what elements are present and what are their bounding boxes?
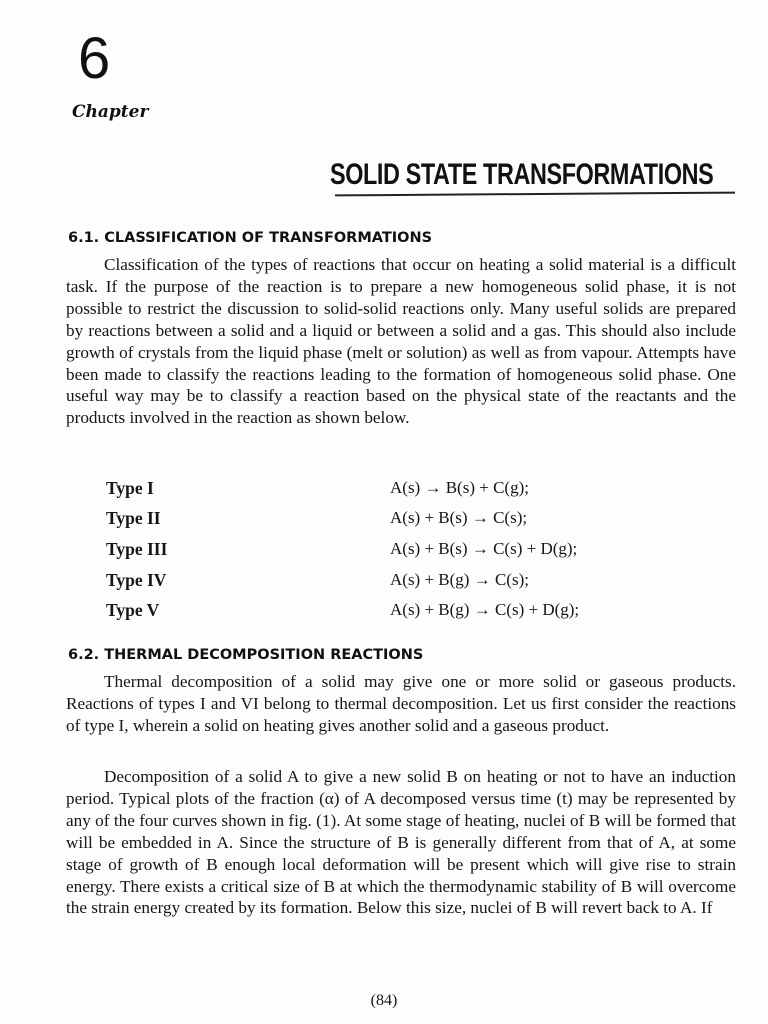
reaction-type-row	[106, 539, 666, 565]
title-underline	[335, 192, 735, 197]
chapter-label: Chapter	[72, 102, 149, 122]
reaction-type-row	[106, 570, 666, 596]
paragraph-text: Classification of the types of reactions that occur on heating a solid material is a difficult task. If the purpose of the reaction is to prepare a new homogeneous solid phase, it is not possible to restrict the discussion to solid-solid reactions only. Many useful solids are prepared by reactions between a solid and a liquid or between a solid and a gas. This should also include growth of crystals from the liquid phase (melt or solution) as well as from vapour. Attempts have been made to classify the reactions leading to the formation of homogeneous solid phase. One useful way may be to classify a reaction based on the physical state of the reactants and the products involved in the reaction as shown below.	[66, 255, 736, 428]
type-equation: A(s) + B(s) → C(s) + D(g);	[390, 539, 578, 558]
type-label: Type I	[106, 478, 154, 498]
chapter-number: 6	[78, 26, 111, 91]
reaction-type-row	[106, 600, 666, 626]
type-label: Type V	[106, 600, 160, 620]
type-equation: A(s) + B(g) → C(s);	[390, 570, 529, 589]
type-equation: A(s) → B(s) + C(g);	[390, 478, 529, 497]
type-equation: A(s) + B(s) → C(s);	[390, 508, 528, 527]
reaction-type-row	[106, 478, 666, 504]
reaction-type-row	[106, 508, 666, 534]
chapter-title: SOLID STATE TRANSFORMATIONS	[330, 158, 714, 191]
type-label: Type II	[106, 508, 161, 528]
section-heading-6-2: 6.2. THERMAL DECOMPOSITION REACTIONS	[68, 647, 424, 663]
section-6-2-paragraph-1	[66, 671, 736, 737]
type-label: Type IV	[106, 570, 167, 590]
page-number: (84)	[370, 992, 398, 1009]
paragraph-text: Thermal decomposition of a solid may give one or more solid or gaseous products. Reactions of types I and VI belong to thermal decomposition. Let us first consider the reactions of type I, wherein a solid on heating gives another solid and a gaseous product.	[66, 672, 736, 735]
section-heading-6-1: 6.1. CLASSIFICATION OF TRANSFORMATIONS	[68, 230, 433, 246]
section-6-1-paragraph	[66, 254, 736, 429]
section-6-2-paragraph-2	[66, 766, 736, 919]
paragraph-text: Decomposition of a solid A to give a new solid B on heating or not to have an induction period. Typical plots of the fraction (α) of A decomposed versus time (t) may be represented by any of the four curves shown in fig. (1). At some stage of heating, nuclei of B will be formed that will be embedded in A. Since the structure of B is generally different from that of A, at some stage of growth of B enough local deformation will be present which will give rise to strain energy. There exists a critical size of B at which the thermodynamic stability of B will overcome the strain energy created by its formation. Below this size, nuclei of B will revert back to A. If	[66, 767, 736, 918]
type-label: Type III	[106, 539, 168, 559]
type-equation: A(s) + B(g) → C(s) + D(g);	[390, 600, 580, 619]
